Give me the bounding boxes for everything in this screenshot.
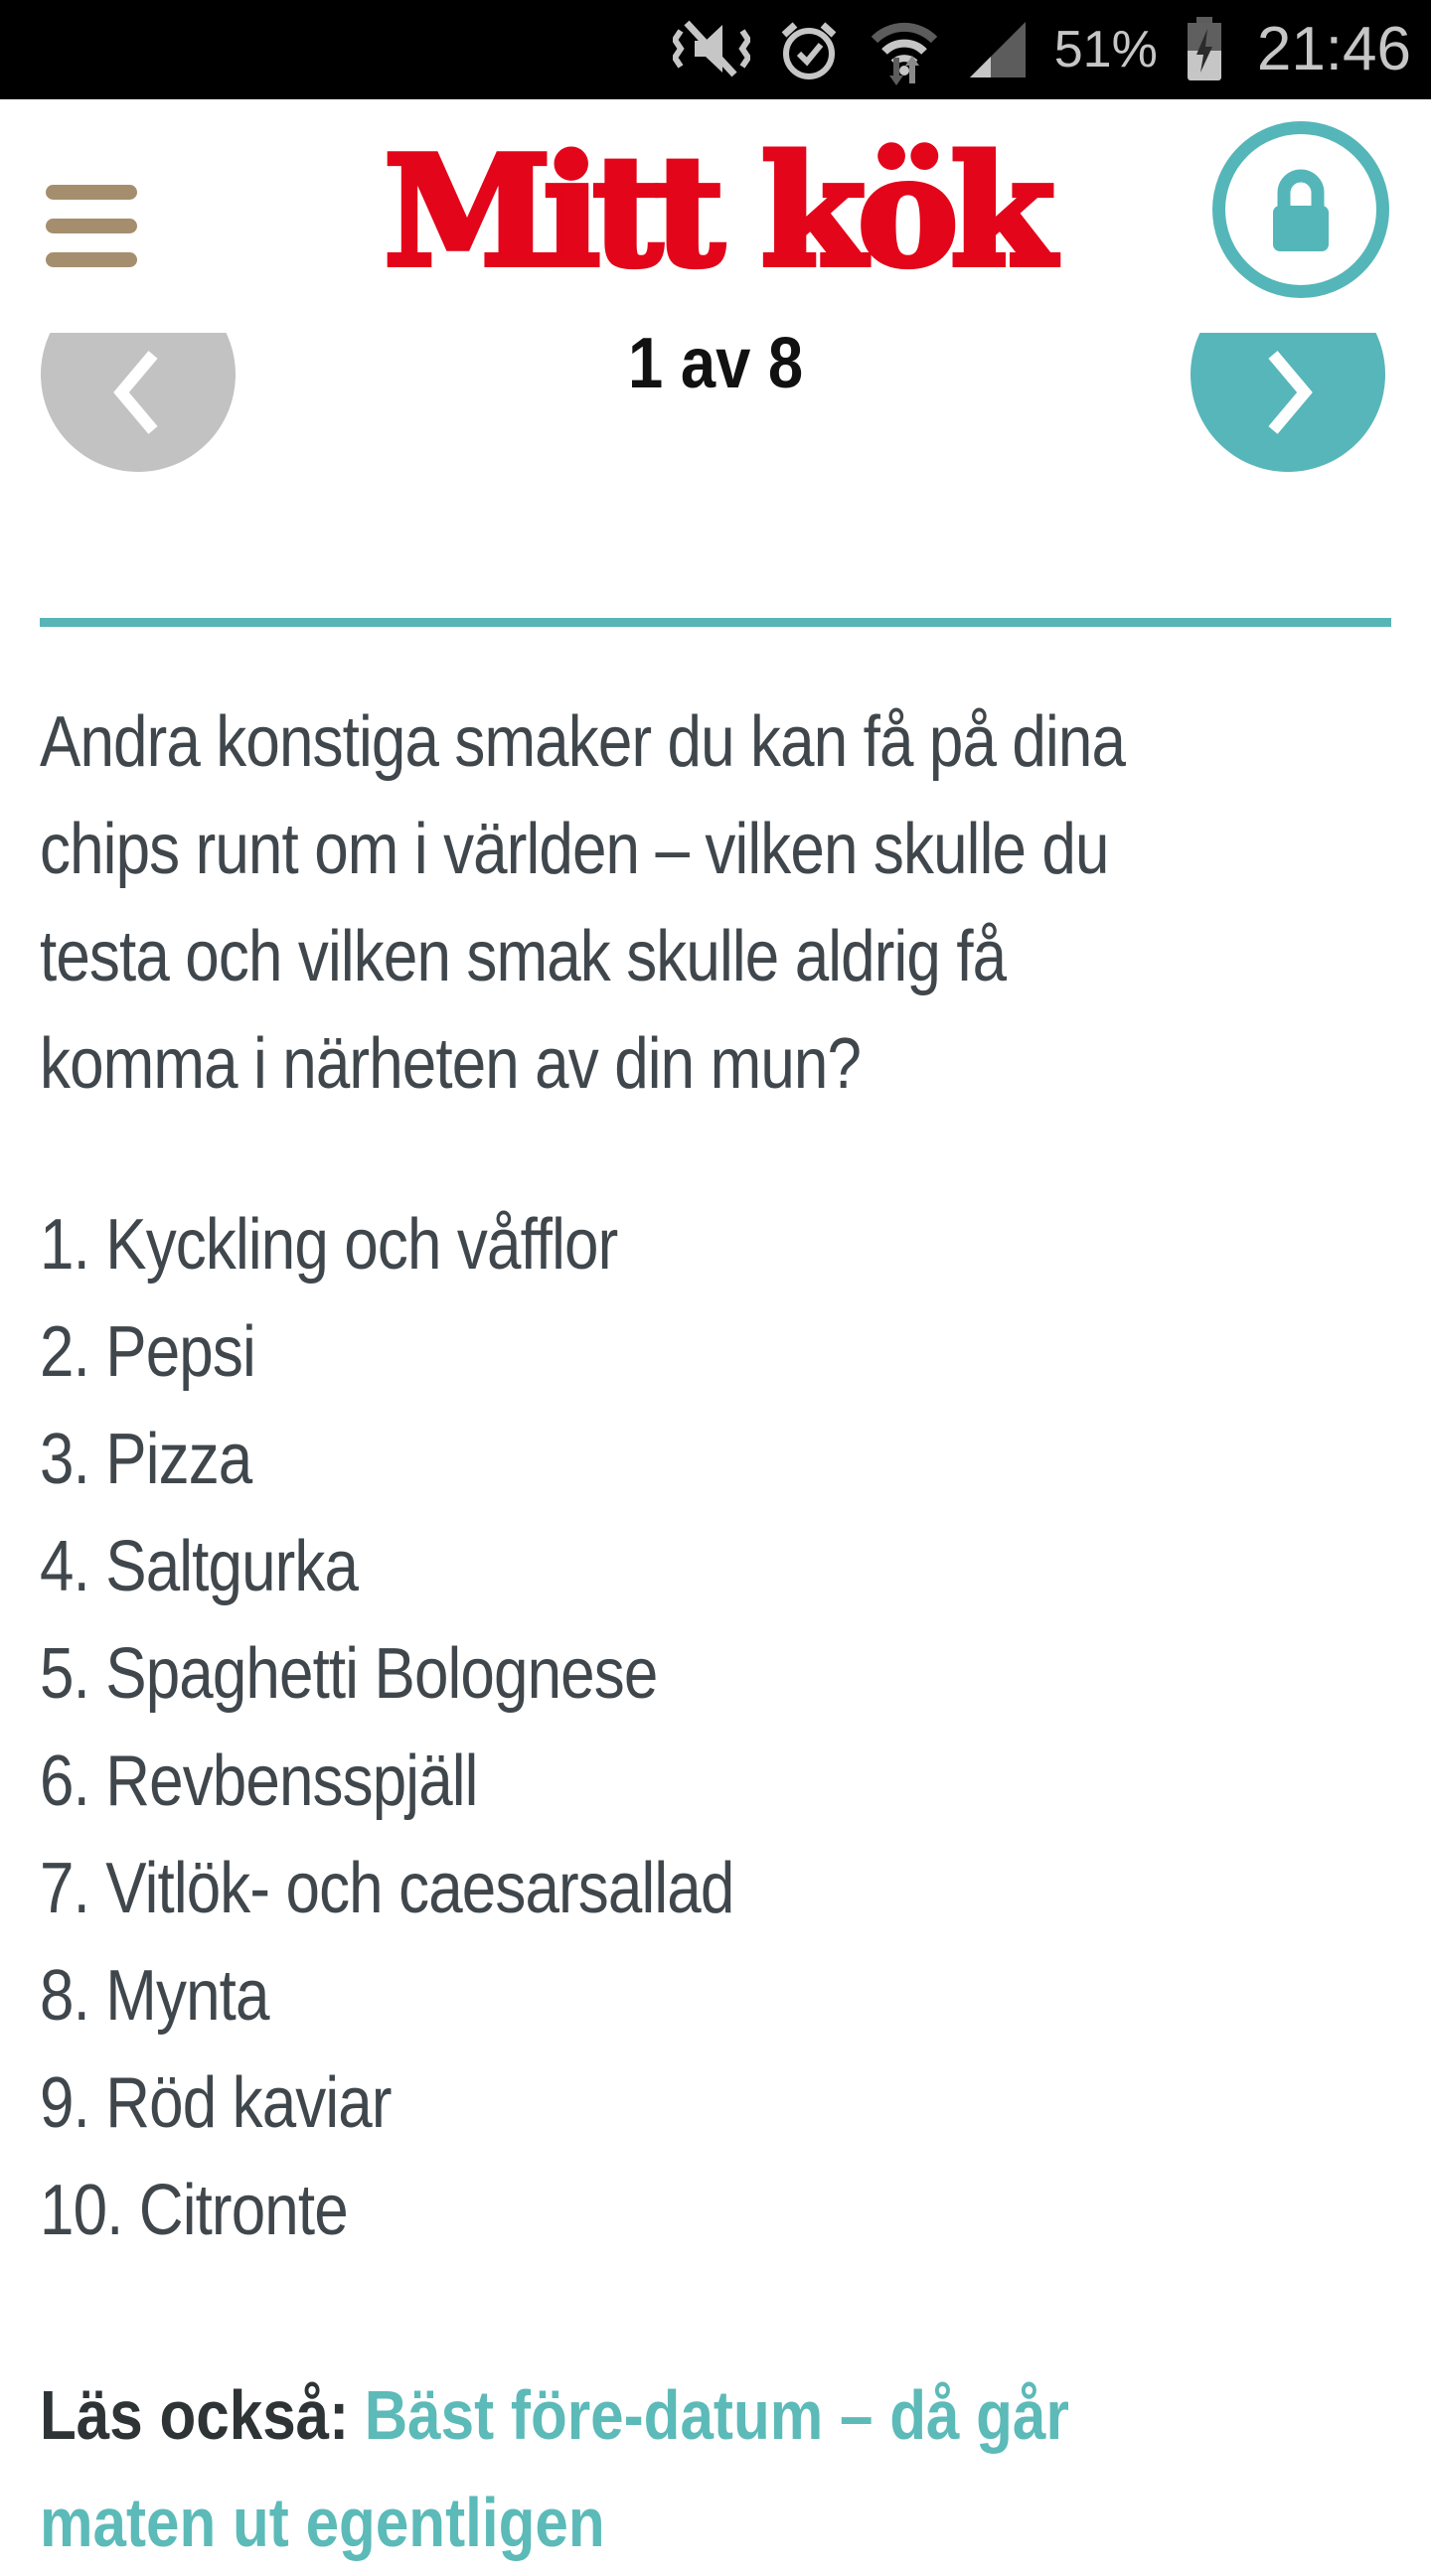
list-item: 5. Spaghetti Bolognese <box>40 1634 658 1714</box>
site-logo[interactable]: Mitt kök <box>384 122 1047 300</box>
list-item: 6. Revbensspjäll <box>40 1742 478 1821</box>
pagination-label: 1 av 8 <box>627 324 804 403</box>
list-item: 1. Kyckling och våfflor <box>40 1205 618 1285</box>
prev-page-button[interactable] <box>41 333 236 473</box>
header <box>0 99 1431 477</box>
read-also-label: Läs också: <box>40 2376 350 2454</box>
battery-icon <box>1184 17 1225 82</box>
list-item: 8. Mynta <box>40 1956 269 2036</box>
intro-line: chips runt om i världen – vilken skulle du <box>40 810 1109 889</box>
read-also-link[interactable]: maten ut egentligen <box>40 2484 605 2561</box>
read-also-block <box>40 2361 1391 2576</box>
list-item: 4. Saltgurka <box>40 1527 359 1606</box>
flavor-list <box>40 1191 1391 2264</box>
intro-line: Andra konstiga smaker du kan få på dina <box>40 702 1126 782</box>
chevron-left-icon <box>109 347 167 444</box>
clock: 21:46 <box>1256 15 1411 83</box>
intro-line: komma i närheten av din mun? <box>40 1024 862 1104</box>
login-lock-button[interactable] <box>1212 121 1389 298</box>
next-page-button[interactable] <box>1191 333 1385 473</box>
teal-divider <box>40 618 1391 627</box>
list-item: 2. Pepsi <box>40 1312 255 1392</box>
list-item: 3. Pizza <box>40 1420 252 1499</box>
article-body <box>0 688 1431 2576</box>
vibrate-mute-icon <box>673 19 750 80</box>
list-item: 10. Citronte <box>40 2171 348 2250</box>
padlock-icon <box>1258 164 1344 255</box>
list-item: 7. Vitlök- och caesarsallad <box>40 1849 734 1928</box>
battery-percent: 51% <box>1053 21 1158 78</box>
alarm-icon <box>776 18 842 81</box>
intro-paragraph <box>40 688 1391 1118</box>
signal-icon <box>967 19 1029 80</box>
status-bar <box>0 0 1431 99</box>
wifi-icon <box>868 14 941 85</box>
read-also-link[interactable]: Bäst före-datum – då går <box>364 2376 1069 2454</box>
list-item: 9. Röd kaviar <box>40 2063 392 2143</box>
intro-line: testa och vilken smak skulle aldrig få <box>40 917 1007 996</box>
chevron-right-icon <box>1259 347 1317 444</box>
